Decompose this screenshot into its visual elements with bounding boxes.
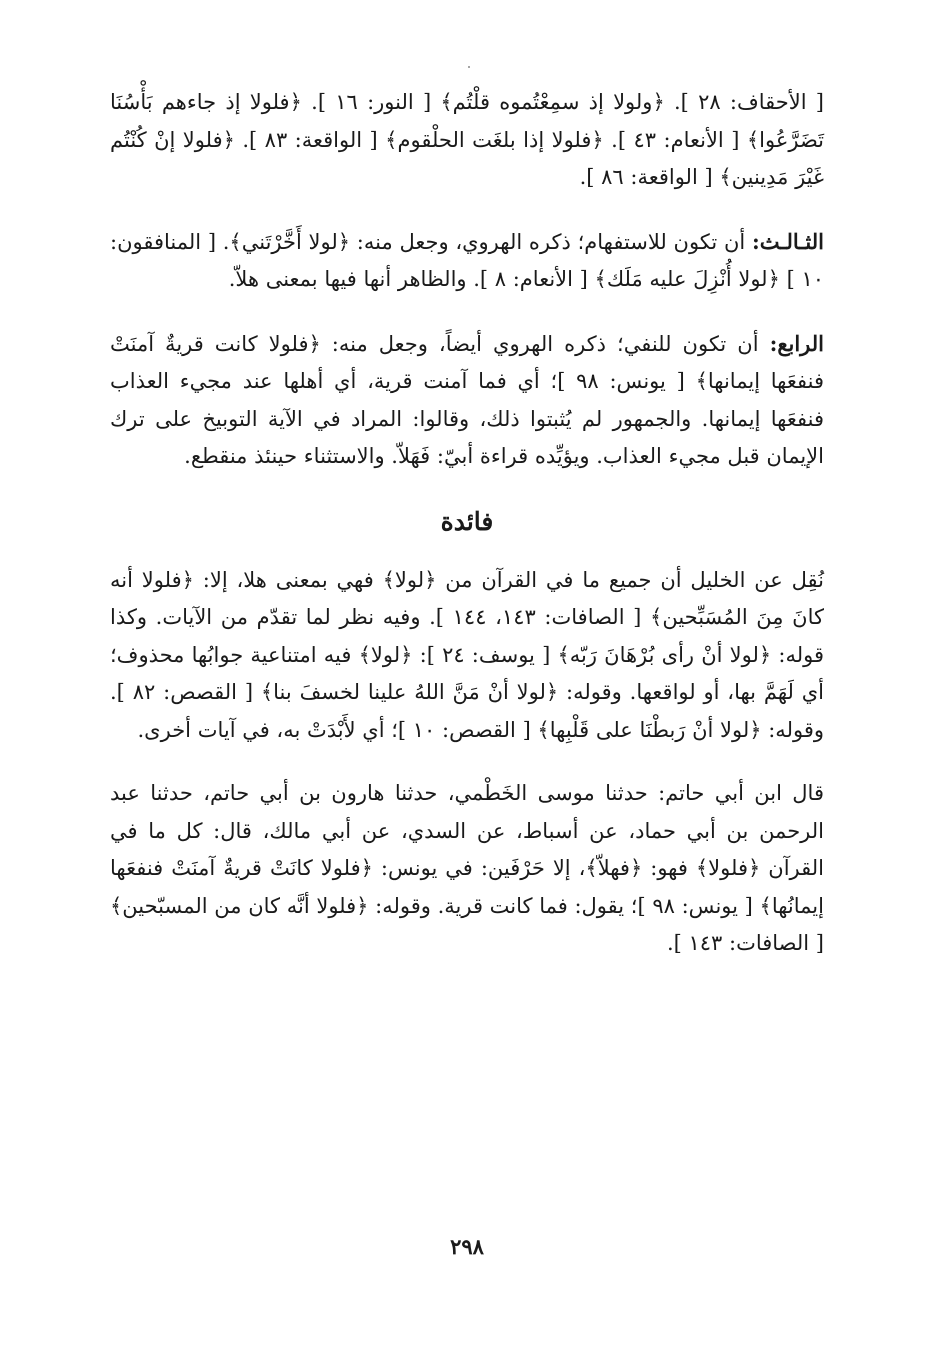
paragraph-fourth-meaning bbox=[110, 325, 824, 476]
paragraph-text: [ الأحقاف: ٢٨ ]. ﴿ولولا إذ سمِعْتُموه قلْتُم﴾ [ النور: ١٦ ]. ﴿فلولا إذ جاءهم بَأْسُنَا تَضَرَّعُوا﴾ [ الأنعام: ٤٣ ]. ﴿فلولا إذا بلغَت الحلْقوم﴾ [ الواقعة: ٨٣ ]. ﴿فلولا إنْ كُنْتُم غَيْرَ مَدِينين﴾ [ الواقعة: ٨٦ ]. bbox=[110, 90, 825, 189]
paragraph-text: أن تكون للاستفهام؛ ذكره الهروي، وجعل منه: ﴿لولا أَخَّرْتَني﴾. [ المنافقون: ١٠ ] ﴿لولا أُنْزِلَ عليه مَلَك﴾ [ الأنعام: ٨ ]. والظاهر أنها فيها بمعنى هلاّ. bbox=[110, 229, 824, 291]
paragraph-lead-fourth: الرابع: bbox=[769, 330, 824, 356]
scan-speck bbox=[468, 66, 470, 68]
paragraph-text: قال ابن أبي حاتم: حدثنا موسى الخَطْمي، حدثنا هارون بن أبي حاتم، حدثنا عبد الرحمن بن أبي حماد، عن أسباط، عن السدي، عن أبي مالك، قال: كل ما في القرآن ﴿فلولا﴾ فهو: ﴿فهلاّ﴾، إلا حَرْفَين: في يونس: ﴿فلولا كانَتْ قريةٌ آمنَتْ فنفعَها إيمانُها﴾ [ يونس: ٩٨ ]؛ يقول: فما كانت قرية. وقوله: ﴿فلولا أنَّه كان من المسبّحين﴾ [ الصافات: ١٤٣ ]. bbox=[110, 781, 824, 955]
paragraph-khalil-note bbox=[110, 562, 824, 750]
paragraph-continuation bbox=[110, 84, 824, 197]
section-heading: فائدة bbox=[440, 506, 494, 536]
paragraph-third-meaning bbox=[110, 223, 824, 299]
paragraph-text: أن تكون للنفي؛ ذكره الهروي أيضاً، وجعل منه: ﴿فلولا كانت قريةٌ آمنَتْ فنفعَها إيمانها﴾ [ يونس: ٩٨ ]؛ أي فما آمنت قرية، أي أهلها عند مجيء العذاب فنفعَها إيمانها. والجمهور لم يُثبتوا ذلك، وقالوا: المراد في الآية التوبيخ على ترك الإيمان قبل مجيء العذاب. ويؤيِّده قراءة أبيّ: فَهَلاّ. والاستثناء حينئذ منقطع. bbox=[110, 331, 824, 468]
paragraph-ibn-abi-hatim bbox=[110, 775, 824, 963]
paragraph-lead-third: الثـالـث: bbox=[751, 228, 824, 254]
page-number: ٢٩٨ bbox=[450, 1234, 484, 1259]
paragraph-text: نُقِل عن الخليل أن جميع ما في القرآن من ﴿لولا﴾ فهي بمعنى هلا، إلا: ﴿فلولا أنه كانَ مِنَ المُسَبِّحين﴾ [ الصافات: ١٤٣، ١٤٤ ]. وفيه نظر لما تقدّم من الآيات. وكذا قوله: ﴿لولا أنْ رأى بُرْهَانَ رَبّه﴾ [ يوسف: ٢٤ ]: ﴿لولا﴾ فيه امتناعية جوابُها محذوف؛ أي لَهَمَّ بها، أو لواقعها. وقوله: ﴿لولا أنْ مَنَّ اللهُ علينا لخسفَ بنا﴾ [ القصص: ٨٢ ]. وقوله: ﴿لولا أنْ رَبطْنَا على قَلْبِها﴾ [ القصص: ١٠ ]؛ أي لأَبْدَتْ به، في آيات أخرى. bbox=[110, 567, 824, 742]
page-body bbox=[110, 84, 824, 963]
